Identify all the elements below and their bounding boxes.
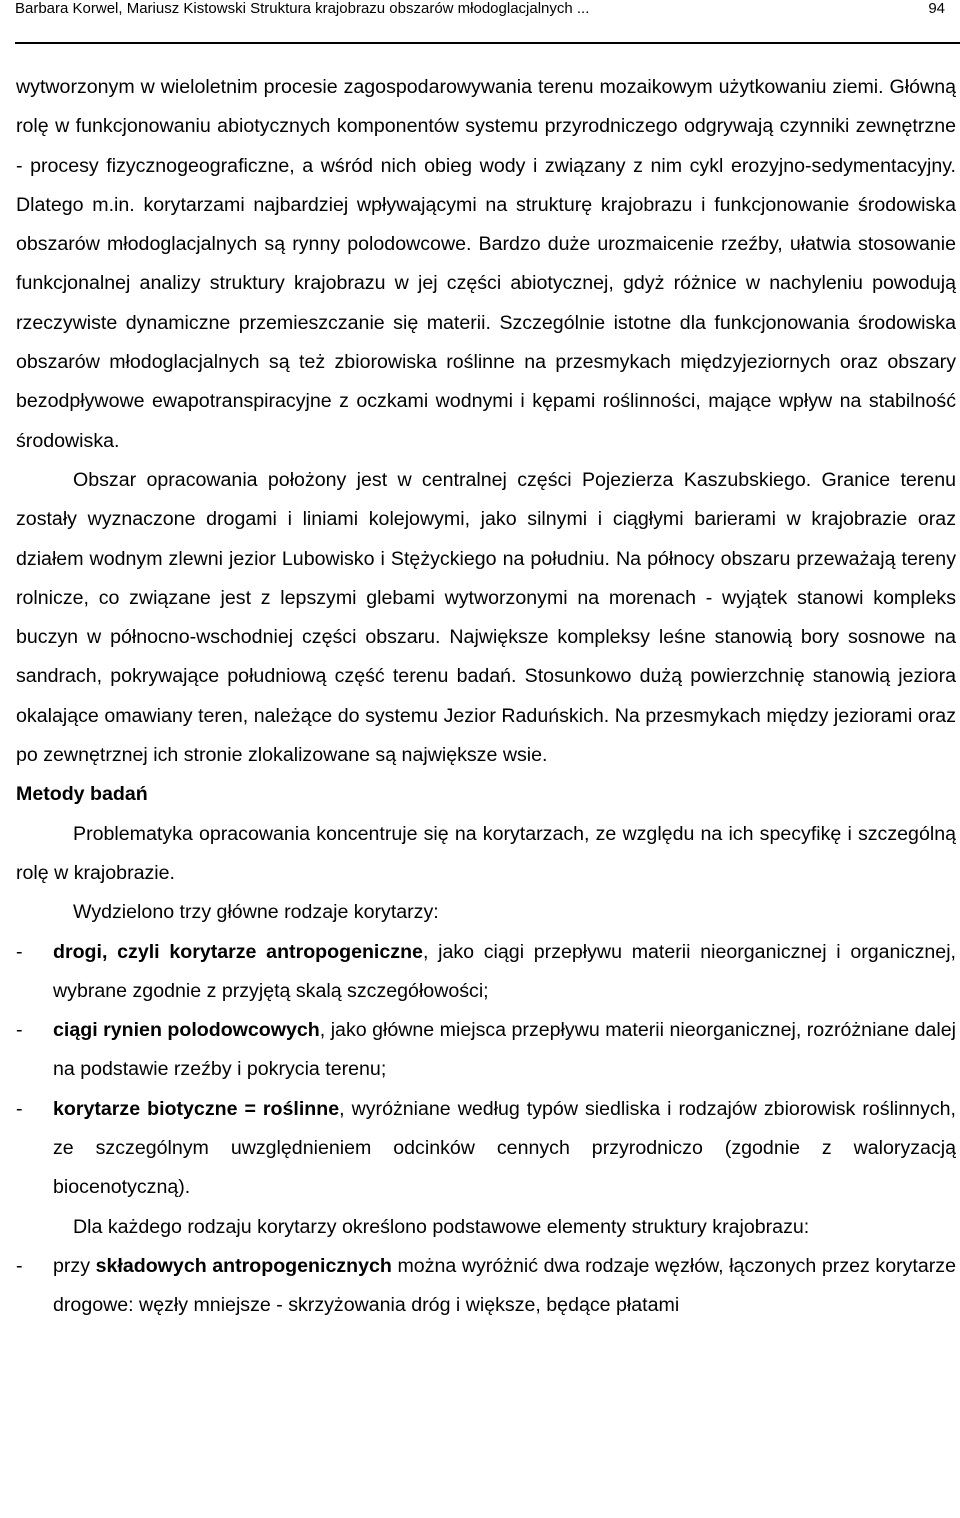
list-item-anthropogenic	[16, 1247, 956, 1326]
list-dash: -	[16, 1097, 23, 1120]
list-item-roads	[16, 933, 956, 1012]
list-dash: -	[16, 1254, 23, 1277]
header-rule	[15, 42, 960, 44]
list-item-text: można wyróżnić dwa rodzaje węzłów, łączonych przez korytarze drogowe: węzły mniejsze - skrzyżowania dróg i większe, będące płatami	[53, 1254, 956, 1317]
list-item-term: składowych antropogenicznych	[95, 1254, 392, 1277]
paragraph-study-area: Obszar opracowania położony jest w centralnej części Pojezierza Kaszubskiego. Granice terenu zostały wyznaczone drogami i liniami kolejowymi, jako silnymi i ciągłymi barierami w krajobrazie oraz działem wodnym zlewni jezior Lubowisko i Stężyckiego na południu. Na północy obszaru przeważają tereny rolnicze, co związane jest z lepszymi glebami wytworzonymi na morenach - wyjątek stanowi kompleks buczyn w północno-wschodniej części obszaru. Największe kompleksy leśne stanowią bory sosnowe na sandrach, pokrywające południową część terenu badań. Stosunkowo dużą powierzchnię stanowią jeziora okalające omawiany teren, należące do systemu Jezior Raduńskich. Na przesmykach między jeziorami oraz po zewnętrznej ich stronie zlokalizowane są największe wsie.	[16, 468, 956, 767]
list-item-prefix: przy	[53, 1254, 96, 1277]
list-dash: -	[16, 940, 23, 963]
paragraph-corridor-types: Wydzielono trzy główne rodzaje korytarzy:	[73, 901, 439, 924]
paragraph-problem: Problematyka opracowania koncentruje się na korytarzach, ze względu na ich specyfikę i szczególną rolę w krajobrazie.	[16, 822, 956, 884]
list-item-text: , jako ciągi przepływu materii nieorganicznej i organicznej, wybrane zgodnie z przyjętą skalą szczegółowości;	[53, 940, 956, 1002]
paragraph-intro: wytworzonym w wieloletnim procesie zagospodarowywania terenu mozaikowym użytkowaniu ziemi. Główną rolę w funkcjonowaniu abiotycznych komponentów systemu przyrodniczego odgrywają czynniki zewnętrzne - procesy fizycznogeograficzne, a wśród nich obieg wody i związany z nim cykl erozyjno-sedymentacyjny. Dlatego m.in. korytarzami najbardziej wpływającymi na strukturę krajobrazu i funkcjonowanie środowiska obszarów młodoglacjalnych są rynny polodowcowe. Bardzo duże urozmaicenie rzeźby, ułatwia stosowanie funkcjonalnej analizy struktury krajobrazu w jej części abiotycznej, gdyż różnice w nachyleniu powodują rzeczywiste dynamiczne przemieszczanie się materii. Szczególnie istotne dla funkcjonowania środowiska obszarów młodoglacjalnych są też zbiorowiska roślinne na przesmykach międzyjeziornych oraz obszary bezodpływowe ewapotranspiracyjne z oczkami wodnymi i kępami roślinności, mające wpływ na stabilność środowiska.	[16, 76, 956, 452]
paragraph-elements: Dla każdego rodzaju korytarzy określono podstawowe elementy struktury krajobrazu:	[73, 1215, 810, 1238]
list-item-term: korytarze biotyczne = roślinne	[53, 1097, 340, 1120]
section-heading-methods: Metody badań	[16, 783, 148, 806]
list-item-term: ciągi rynien polodowcowych	[53, 1019, 320, 1042]
running-header	[15, 0, 945, 36]
page-body	[16, 68, 956, 1326]
list-item-text: , jako główne miejsca przepływu materii nieorganicznej, rozróżniane dalej na podstawie rzeźby i pokrycia terenu;	[53, 1019, 956, 1081]
list-dash: -	[16, 1019, 23, 1042]
list-item-biotic	[16, 1090, 956, 1208]
running-title: Barbara Korwel, Mariusz Kistowski Struktura krajobrazu obszarów młodoglacjalnych ...	[15, 0, 590, 17]
list-item-term: drogi, czyli korytarze antropogeniczne	[53, 940, 423, 963]
page-number: 94	[928, 0, 945, 17]
list-item-channels	[16, 1011, 956, 1090]
list-item-text: , wyróżniane według typów siedliska i rodzajów zbiorowisk roślinnych, ze szczególnym uwzględnieniem odcinków cennych przyrodniczo (zgodnie z waloryzacją biocenotyczną).	[53, 1097, 957, 1199]
